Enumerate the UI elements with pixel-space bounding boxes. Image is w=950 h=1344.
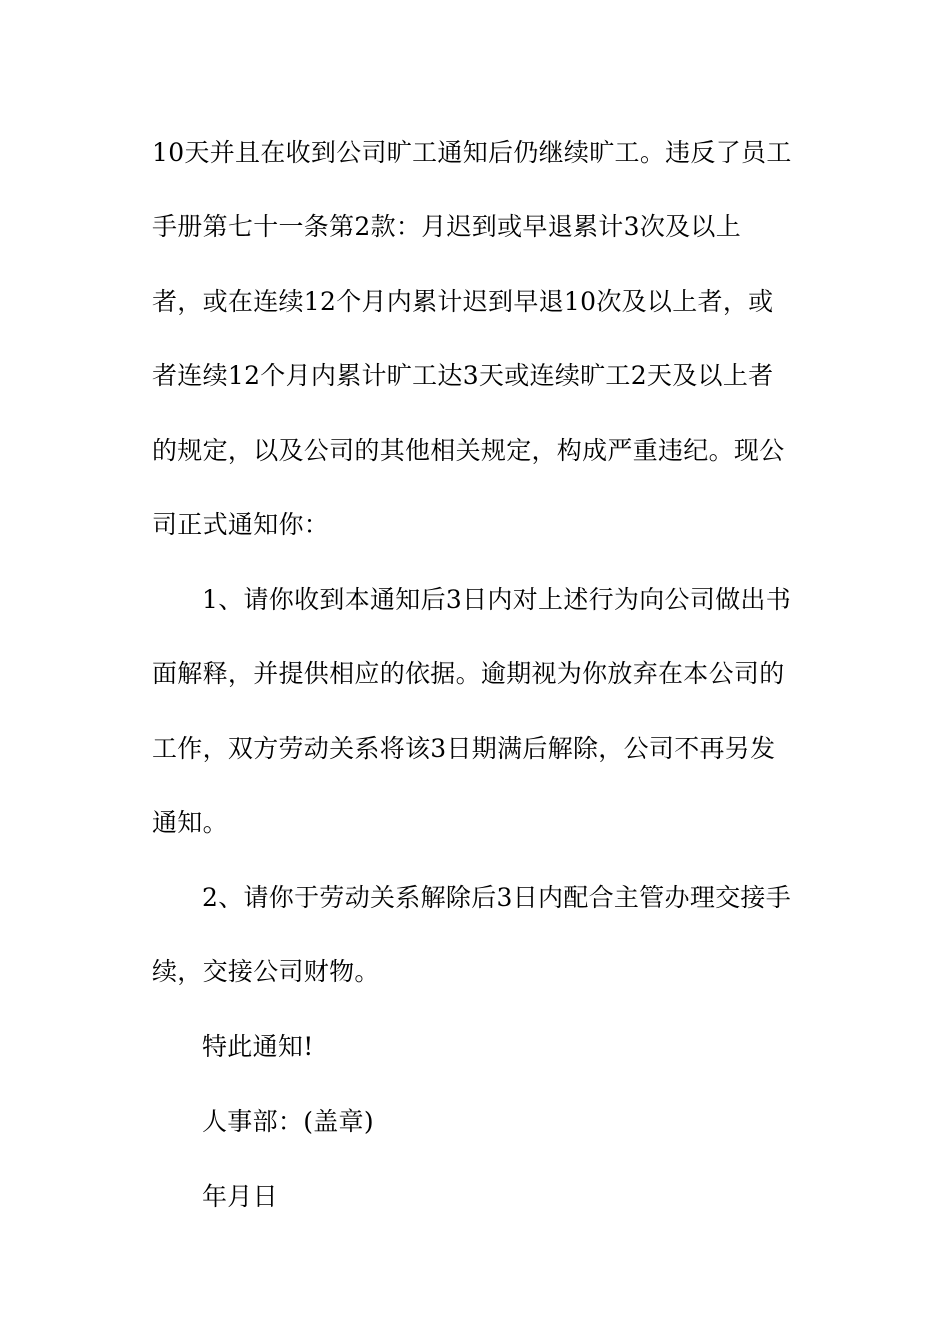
date-line: 年月日: [202, 1182, 278, 1211]
paragraph-1-line-6: 司正式通知你：: [152, 510, 330, 539]
item-1-line-3: 工作，双方劳动关系将该3日期满后解除，公司不再另发: [152, 734, 776, 763]
item-1-line-2: 面解释，并提供相应的依据。逾期视为你放弃在本公司的: [152, 659, 785, 688]
item-2-line-1: 2、请你于劳动关系解除后3日内配合主管办理交接手: [202, 883, 792, 912]
paragraph-1-line-5: 的规定，以及公司的其他相关规定，构成严重违纪。现公: [152, 436, 785, 465]
paragraph-1-line-1: 10天并且在收到公司旷工通知后仍继续旷工。违反了员工: [152, 138, 792, 167]
signature-line: 人事部：(盖章): [202, 1107, 374, 1136]
item-1-line-1: 1、请你收到本通知后3日内对上述行为向公司做出书: [202, 585, 792, 614]
paragraph-1-line-2: 手册第七十一条第2款：月迟到或早退累计3次及以上: [152, 212, 742, 241]
paragraph-1-line-3: 者，或在连续12个月内累计迟到早退10次及以上者，或: [152, 287, 774, 316]
closing-text: 特此通知!: [202, 1032, 314, 1061]
item-1-line-4: 通知。: [152, 808, 228, 837]
paragraph-1-line-4: 者连续12个月内累计旷工达3天或连续旷工2天及以上者: [152, 361, 774, 390]
item-2-line-2: 续，交接公司财物。: [152, 957, 380, 986]
